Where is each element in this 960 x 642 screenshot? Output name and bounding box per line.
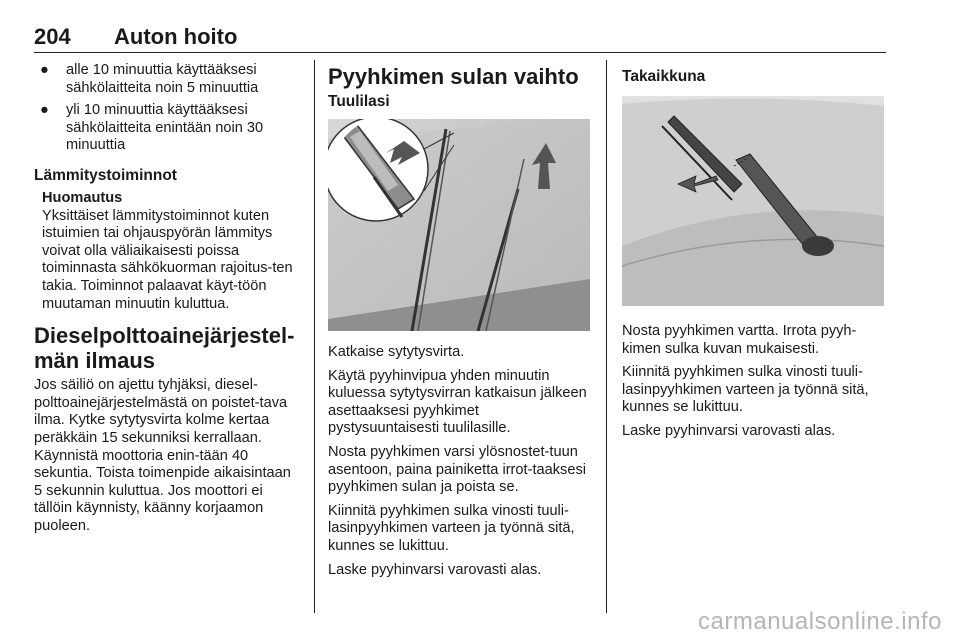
rear-wiper-illustration [622, 96, 884, 306]
step-paragraph: Nosta pyyhkimen varsi ylösnostet-tuun asentoon, paina painiketta irrot-taaksesi pyyhkimen sulan ja poista se. [328, 443, 586, 496]
step-paragraph: Nosta pyyhkimen vartta. Irrota pyyh-kimen sulka kuvan mukaisesti. [622, 323, 857, 357]
column-left [34, 60, 302, 535]
column-divider [606, 60, 607, 613]
step-paragraph: Käytä pyyhinvipua yhden minuutin kuluessa sytytysvirran katkaisun jälkeen asettaaksesi pyyhkimet pystysuuntaisesti tuulilasille. [328, 367, 587, 437]
windshield-subheading: Tuulilasi [328, 93, 390, 110]
list-item [34, 102, 302, 155]
note-title: Huomautus [42, 189, 123, 206]
column-right [622, 60, 886, 441]
step-paragraph: Laske pyyhinvarsi varovasti alas. [328, 561, 542, 578]
step-paragraph: Kiinnitä pyyhkimen sulka vinosti tuuli-lasinpyyhkimen varteen ja työnnä sitä, kunnes se lukittuu. [622, 364, 869, 416]
bullet-text: alle 10 minuuttia käyttääksesi sähkölaitteita noin 5 minuuttia [66, 62, 259, 96]
watermark: carmanualsonline.info [698, 608, 942, 635]
column-divider [314, 60, 315, 613]
rear-wiper-figure [622, 96, 886, 311]
rear-window-subheading: Takaikkuna [622, 68, 706, 85]
column-middle [328, 60, 592, 579]
heating-heading: Lämmitystoiminnot [34, 166, 177, 184]
page-number: 204 [34, 24, 71, 49]
diesel-text: Jos säiliö on ajettu tyhjäksi, diesel-polttoainejärjestelmästä on poistet-tava ilma. Kytke sytytysvirta kolme kertaa peräkkäin 15 sekunniksi kerrallaan. Käynnistä moottoria enin-tään 40 sekuntia. Toista toimenpide aikaisintaan 5 sekunnin kuluttua. Jos moottori ei tällöin käynnisty, käänny korjaamon puoleen. [34, 377, 291, 534]
bullet-icon: ● [40, 62, 49, 78]
wiper-heading: Pyyhkimen sulan vaihto [328, 64, 579, 89]
list-item [34, 62, 302, 97]
windshield-wiper-illustration [328, 119, 590, 331]
bullet-text: yli 10 minuuttia käyttääksesi sähkölaitteita enintään noin 30 minuuttia [66, 102, 264, 154]
diesel-heading: Dieselpolttoainejärjestel-män ilmaus [34, 323, 295, 374]
bullet-list [34, 62, 302, 155]
step-paragraph: Laske pyyhinvarsi varovasti alas. [622, 422, 836, 439]
note-text: Yksittäiset lämmitystoiminnot kuten istuimien tai ohjauspyörän lämmitys voivat olla väliaikaisesti poissa toiminnasta sähkökuorman rajoitus-ten takia. Toiminnot palaavat käyt-töön muutaman minuutin kuluttua. [42, 207, 293, 312]
note-block [34, 190, 302, 313]
bullet-icon: ● [40, 102, 49, 119]
windshield-wiper-figure [328, 119, 592, 336]
step-paragraph: Kiinnitä pyyhkimen sulka vinosti tuuli-lasinpyyhkimen varteen ja työnnä sitä, kunnes se lukittuu. [328, 502, 575, 554]
section-title: Auton hoito [114, 24, 238, 49]
page-header [34, 22, 886, 53]
step-paragraph: Katkaise sytytysvirta. [328, 344, 465, 360]
